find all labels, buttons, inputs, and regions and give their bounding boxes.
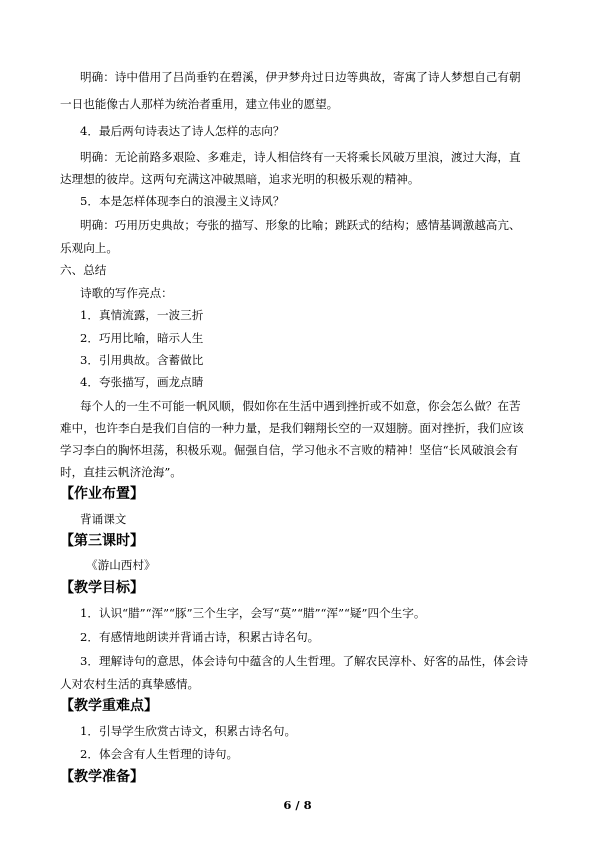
list-item: 1．真情流露，一波三折 xyxy=(80,308,204,322)
paragraph-line: 时，直挂云帆济沧海”。 xyxy=(60,465,182,479)
paragraph-line: 明确：巧用历史典故；夸张的描写、形象的比喻；跳跃式的结构；感情基调激越高亢、 xyxy=(80,218,521,232)
section-heading: 【作业布置】 xyxy=(60,486,144,502)
list-item: 2．巧用比喻，暗示人生 xyxy=(80,331,204,345)
paragraph-line: 每个人的一生不可能一帆风顺，假如你在生活中遇到挫折或不如意，你会怎么做？在苦 xyxy=(80,399,521,413)
list-item: 2．体会含有人生哲理的诗句。 xyxy=(80,747,239,761)
list-item: 1．认识“腊”“浑”“豚”三个生字，会写“莫”“腊”“浑”“疑”四个生字。 xyxy=(80,606,426,620)
poem-title: 《游山西村》 xyxy=(86,558,156,572)
section-heading: 【教学目标】 xyxy=(60,580,144,596)
page-number: 6 / 8 xyxy=(283,798,312,812)
list-item: 5．本是怎样体现李白的浪漫主义诗风？ xyxy=(80,194,285,208)
paragraph-line: 难中，也许李白是我们自信的一种力量，是我们翱翔长空的一双翅膀。面对挫折，我们应该 xyxy=(60,421,524,435)
section-heading: 六、总结 xyxy=(60,263,107,277)
list-item: 1．引导学生欣赏古诗文，积累古诗名句。 xyxy=(80,724,297,738)
paragraph-line: 一日也能像古人那样为统治者重用，建立伟业的愿望。 xyxy=(60,97,339,111)
section-heading: 【教学重难点】 xyxy=(60,698,158,714)
paragraph-line: 学习李白的胸怀坦荡，积极乐观。倔强自信，学习他永不言败的精神！坚信“长风破浪会有 xyxy=(60,443,519,457)
paragraph-line: 达理想的彼岸。这两句充满这冲破黑暗，追求光明的积极乐观的精神。 xyxy=(60,172,420,186)
list-item: 2．有感情地朗读并背诵古诗，积累古诗名句。 xyxy=(80,630,320,644)
paragraph-line: 背诵课文 xyxy=(80,512,127,526)
section-heading: 【第三课时】 xyxy=(60,533,144,549)
paragraph-line: 诗歌的写作亮点： xyxy=(80,286,173,300)
paragraph-line: 人对农村生活的真挚感情。 xyxy=(60,677,200,691)
paragraph-line: 明确：无论前路多艰险、多难走，诗人相信终有一天将乘长风破万里浪，渡过大海，直 xyxy=(80,150,521,164)
section-heading: 【教学准备】 xyxy=(60,769,144,785)
paragraph-line: 明确：诗中借用了吕尚垂钓在碧溪，伊尹梦舟过日边等典故，寄寓了诗人梦想自己有朝 xyxy=(80,70,521,84)
list-item: 3．理解诗句的意思，体会诗句中蕴含的人生哲理。了解农民淳朴、好客的品性，体会诗 xyxy=(80,654,528,668)
list-item: 3．引用典故。含蓄做比 xyxy=(80,353,204,367)
paragraph-line: 乐观向上。 xyxy=(60,241,118,255)
list-item: 4．最后两句诗表达了诗人怎样的志向？ xyxy=(80,124,285,138)
list-item: 4．夸张描写，画龙点睛 xyxy=(80,375,204,389)
